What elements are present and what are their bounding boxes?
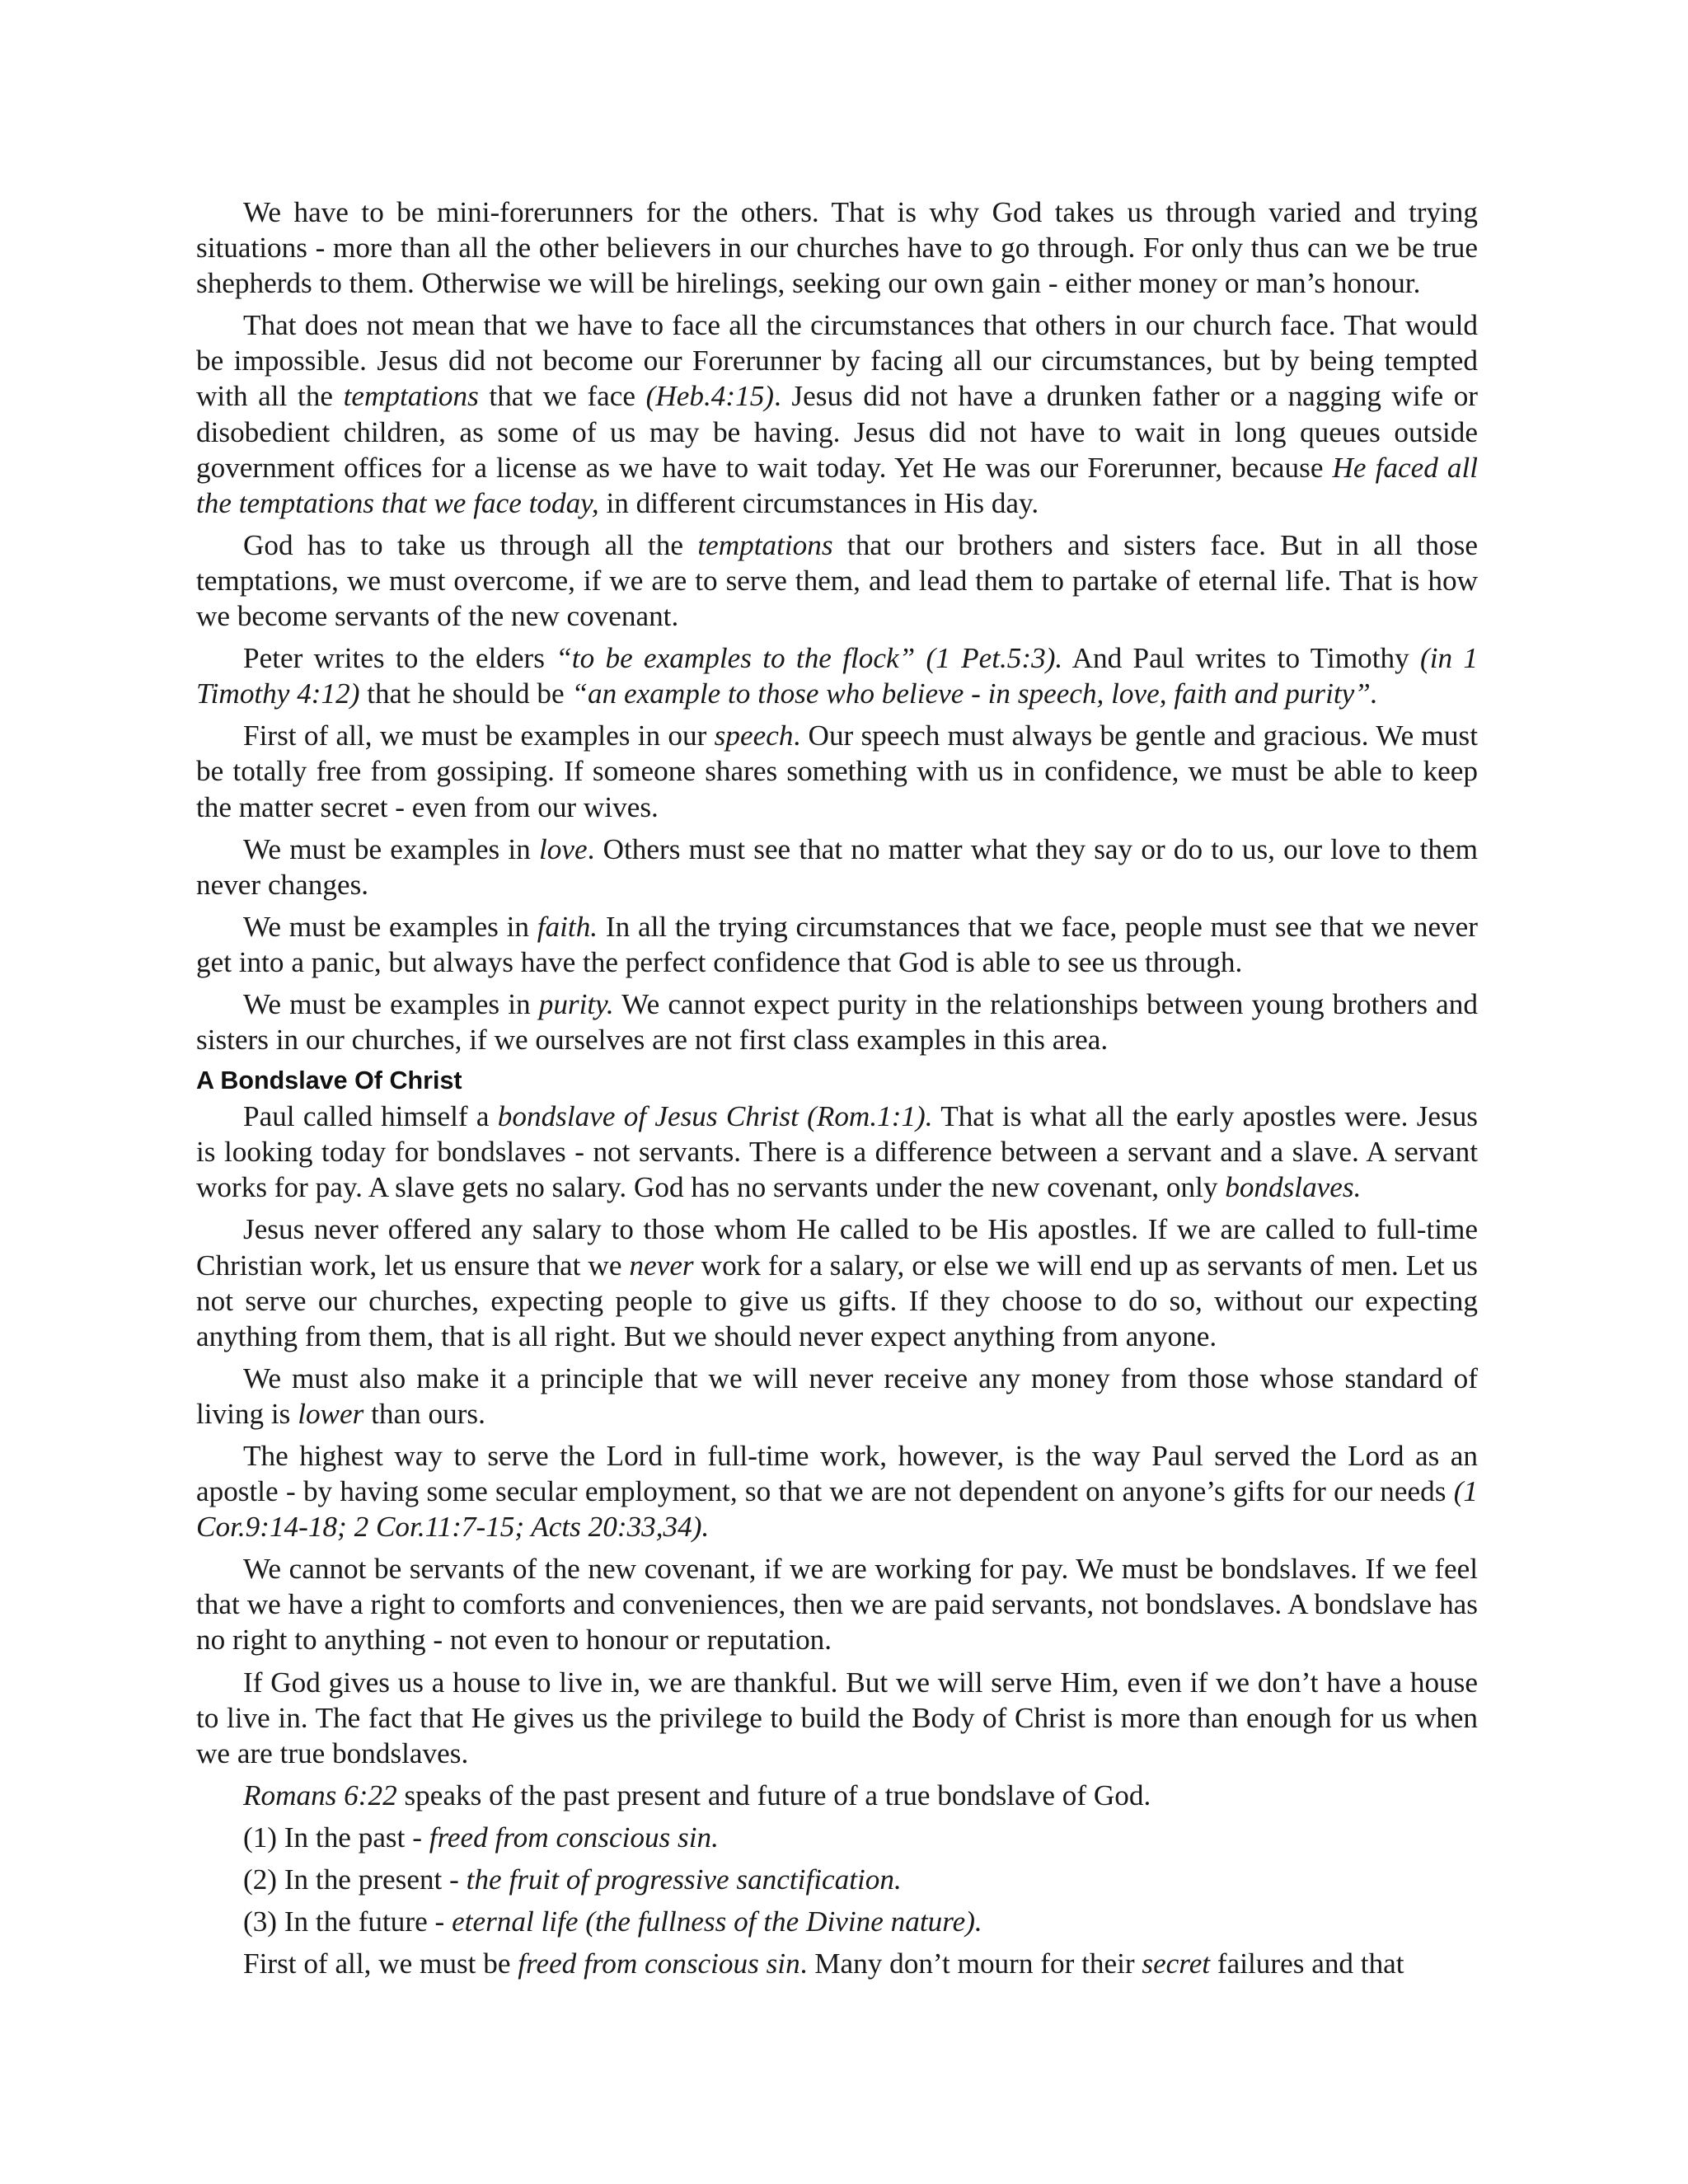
- italic-text-run: He faced all the temptations that we face today,: [196, 451, 1478, 519]
- text-run: Jesus never offered any salary to those whom He called to be His apostles. If we are called to full-time Christian work, let us ensure that we: [196, 1213, 1478, 1282]
- italic-text-run: bondslave of Jesus Christ (Rom.1:1).: [497, 1100, 933, 1133]
- paragraphs-after-heading: [196, 1099, 1478, 1813]
- italic-text-run: faith.: [537, 910, 598, 943]
- list-item: [196, 1820, 1478, 1855]
- text-run: . Our speech must always be gentle and gracious. We must be totally free from gossiping. If someone shares something with us in confidence, we must be able to keep the matter secret - even from our wives.: [196, 719, 1478, 823]
- italic-text-run: secret: [1142, 1947, 1211, 1980]
- numbered-list: [196, 1820, 1478, 1939]
- italic-text-run: “an example to those who believe - in speech, love, faith and purity”.: [571, 677, 1378, 710]
- body-paragraph: [196, 1438, 1478, 1544]
- text-run: In all the trying circumstances that we face, people must see that we never get into a panic, but always have the perfect confidence that God is able to see us through.: [196, 910, 1478, 978]
- italic-text-run: (Heb.4:15): [645, 380, 775, 413]
- italic-text-run: love: [538, 832, 588, 865]
- paragraphs-before-heading: [196, 194, 1478, 1057]
- text-run: That is what all the early apostles were. Jesus is looking today for bondslaves - not servants. There is a difference between a servant and a slave. A servant works for pay. A slave gets no salary. God has no servants under the new covenant, only: [196, 1100, 1478, 1204]
- italic-text-run: bondslaves.: [1225, 1171, 1362, 1204]
- body-paragraph: [196, 640, 1478, 711]
- italic-text-run: never: [629, 1249, 694, 1282]
- text-run: work for a salary, or else we will end up as servants of men. Let us not serve our churches, expecting people to give us gifts. If they choose to do so, without our expecting anything from them, that is all right. But we should never expect anything from anyone.: [196, 1249, 1478, 1352]
- list-item: [196, 1904, 1478, 1939]
- closing-paragraph: [196, 1946, 1478, 1981]
- body-paragraph: [196, 718, 1478, 824]
- text-run: We have to be mini-forerunners for the others. That is why God takes us through varied and trying situations - more than all the other believers in our churches have to go through. For only thus can we be true shepherds to them. Otherwise we will be hirelings, seeking our own gain - either money or man’s honour.: [196, 196, 1478, 300]
- text-run: speaks of the past present and future of a true bondslave of God.: [396, 1779, 1151, 1811]
- body-paragraph: [196, 1099, 1478, 1205]
- text-run: First of all, we must be examples in our: [243, 719, 715, 752]
- body-paragraph: [196, 1778, 1478, 1813]
- italic-text-run: freed from conscious sin: [518, 1947, 800, 1980]
- text-run: (1) In the past -: [243, 1821, 429, 1854]
- italic-text-run: the fruit of progressive sanctification.: [466, 1863, 902, 1896]
- page-body: [196, 194, 1478, 1988]
- body-paragraph: [196, 1212, 1478, 1353]
- body-paragraph: [196, 1551, 1478, 1657]
- text-run: First of all, we must be: [243, 1947, 518, 1980]
- text-run: We must be examples in: [243, 910, 537, 943]
- italic-text-run: purity.: [538, 987, 614, 1020]
- text-run: We must also make it a principle that we will never receive any money from those whose standard of living is: [196, 1361, 1478, 1430]
- text-run: failures and that: [1210, 1947, 1404, 1980]
- body-paragraph: [196, 307, 1478, 521]
- text-run: that we face: [478, 380, 646, 413]
- text-run: God has to take us through all the: [243, 528, 698, 561]
- italic-text-run: Romans 6:22: [243, 1779, 397, 1811]
- italic-text-run: eternal life (the fullness of the Divine nature).: [452, 1905, 982, 1938]
- body-paragraph: [196, 1361, 1478, 1432]
- text-run: . Jesus did not have a drunken father or a nagging wife or disobedient children, as some of us may be having. Jesus did not have to wait in long queues outside government offices for a license as we have to wait today. Yet He was our Forerunner, because: [196, 380, 1479, 484]
- italic-text-run: freed from conscious sin.: [429, 1821, 719, 1854]
- body-paragraph: [196, 194, 1478, 301]
- body-paragraph: [196, 1665, 1478, 1771]
- body-paragraph: [196, 527, 1478, 634]
- italic-text-run: temptations: [343, 380, 479, 413]
- text-run: That does not mean that we have to face all the circumstances that others in our church face. That would be impossible. Jesus did not become our Forerunner by facing all our circumstances, but by being tempted with all the: [196, 309, 1478, 413]
- italic-text-run: (1 Cor.9:14-18; 2 Cor.11:7-15; Acts 20:33,34).: [196, 1475, 1478, 1544]
- body-paragraph: [196, 987, 1478, 1057]
- text-run: Paul called himself a: [243, 1100, 498, 1133]
- text-run: (3) In the future -: [243, 1905, 452, 1938]
- italic-text-run: speech: [714, 719, 794, 752]
- text-run: We cannot expect purity in the relationships between young brothers and sisters in our churches, if we ourselves are not first class examples in this area.: [196, 987, 1478, 1057]
- text-run: that our brothers and sisters face. But in all those temptations, we must overcome, if we are to serve them, and lead them to partake of eternal life. That is how we become servants of the new covenant.: [196, 528, 1478, 633]
- text-run: The highest way to serve the Lord in full-time work, however, is the way Paul served the Lord as an apostle - by having some secular employment, so that we are not dependent on anyone’s gifts for our needs: [196, 1440, 1478, 1508]
- text-run: in different circumstances in His day.: [598, 486, 1039, 519]
- text-run: than ours.: [363, 1397, 485, 1430]
- italic-text-run: lower: [298, 1397, 364, 1430]
- text-run: Peter writes to the elders: [243, 642, 556, 675]
- italic-text-run: “to be examples to the flock” (1 Pet.5:3).: [556, 642, 1063, 675]
- italic-text-run: (in 1 Timothy 4:12): [196, 642, 1478, 710]
- text-run: (2) In the present -: [243, 1863, 467, 1896]
- text-run: . Many don’t mourn for their: [799, 1947, 1142, 1980]
- list-item: [196, 1862, 1478, 1897]
- section-heading: A Bondslave Of Christ: [196, 1066, 462, 1095]
- text-run: . Others must see that no matter what they say or do to us, our love to them never changes.: [196, 832, 1478, 901]
- italic-text-run: temptations: [697, 528, 833, 561]
- text-run: that he should be: [359, 677, 572, 710]
- body-paragraph: [196, 909, 1478, 980]
- body-paragraph: [196, 832, 1478, 902]
- text-run: And Paul writes to Timothy: [1062, 642, 1420, 675]
- text-run: We must be examples in: [243, 832, 539, 865]
- text-run: If God gives us a house to live in, we are thankful. But we will serve Him, even if we don’t have a house to live in. The fact that He gives us the privilege to build the Body of Christ is more than enough for us when we are true bondslaves.: [196, 1666, 1478, 1769]
- text-run: We must be examples in: [243, 987, 539, 1020]
- text-run: We cannot be servants of the new covenant, if we are working for pay. We must be bondslaves. If we feel that we have a right to comforts and conveniences, then we are paid servants, not bondslaves. A bondslave has no right to anything - not even to honour or reputation.: [196, 1553, 1478, 1657]
